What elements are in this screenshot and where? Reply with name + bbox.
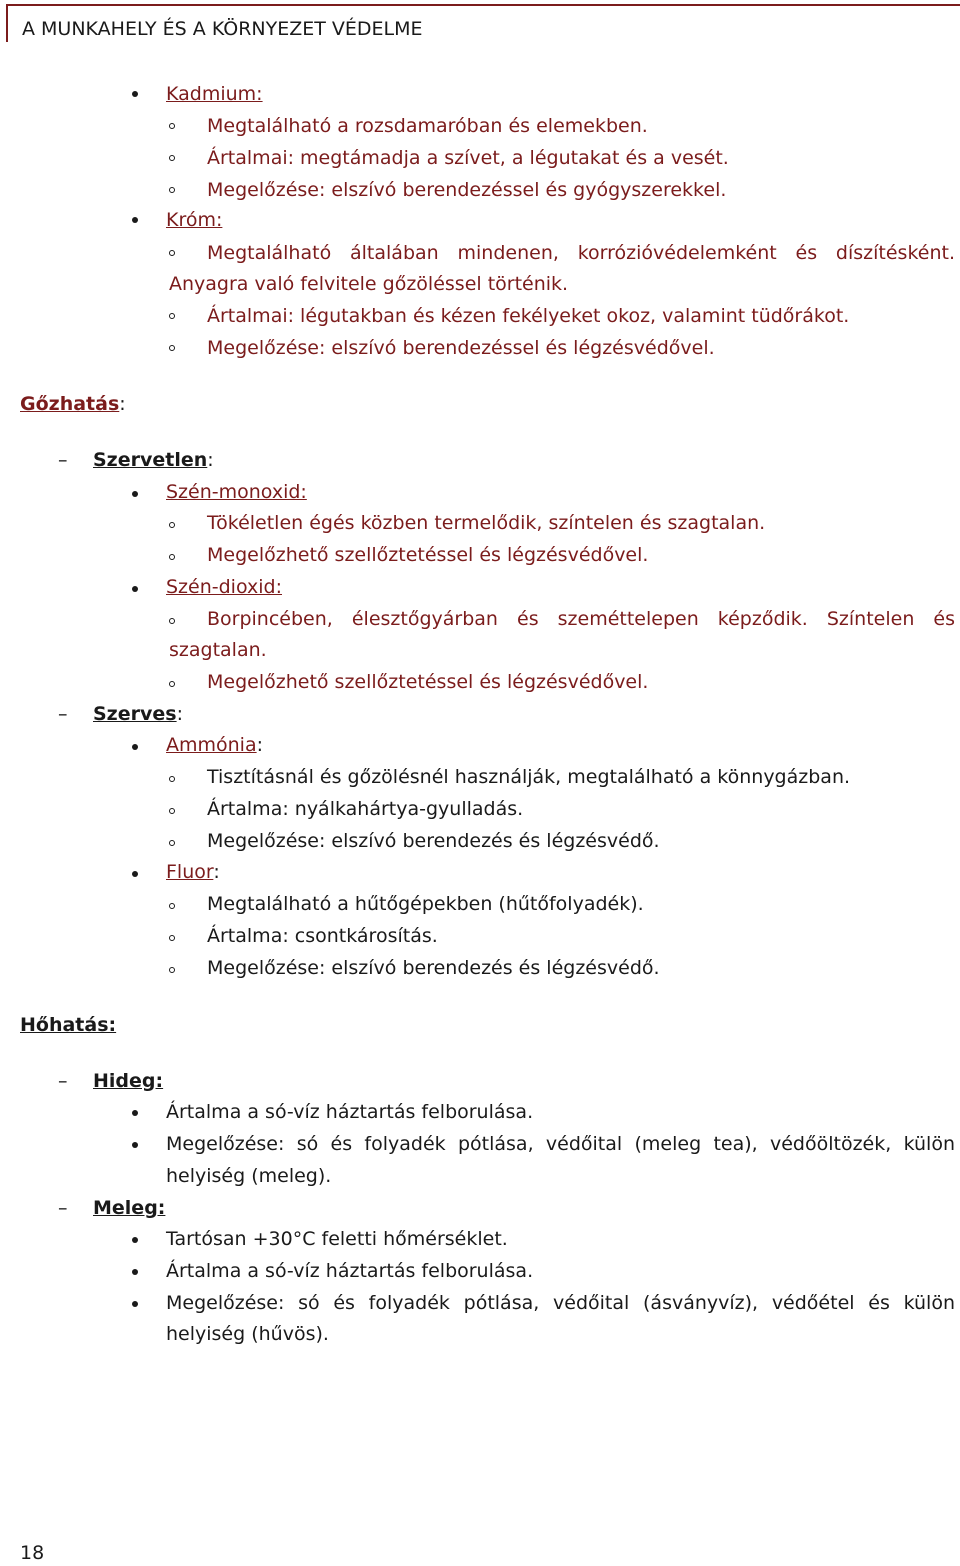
bullet-icon (132, 744, 138, 750)
page-number: 18 (20, 1542, 45, 1564)
list-item: Megelőzhető szellőztetéssel és légzésvédővel. (207, 671, 649, 693)
list-item: Megelőzése: elszívó berendezéssel és légzésvédővel. (207, 337, 715, 359)
circle-bullet-icon (169, 776, 175, 782)
bullet-icon (132, 491, 138, 497)
circle-bullet-icon (169, 345, 175, 351)
page-header (6, 4, 960, 42)
bullet-icon (132, 871, 138, 877)
section-heading-hohatas: Hőhatás: (20, 1014, 117, 1036)
circle-bullet-icon (169, 522, 175, 528)
bullet-icon (132, 1237, 138, 1243)
circle-bullet-icon (169, 840, 175, 846)
circle-bullet-icon (169, 313, 175, 319)
list-item: Megelőzése: elszívó berendezés és légzésvédő. (207, 830, 660, 852)
bullet-icon (132, 586, 138, 592)
header-title: A MUNKAHELY ÉS A KÖRNYEZET VÉDELME (22, 18, 423, 40)
circle-bullet-icon (169, 618, 175, 624)
circle-bullet-icon (169, 808, 175, 814)
list-item: Ártalma a só-víz háztartás felborulása. (166, 1101, 534, 1123)
circle-bullet-icon (169, 681, 175, 687)
bullet-icon (132, 1110, 138, 1116)
list-item: Tökéletlen égés közben termelődik, színtelen és szagtalan. (207, 512, 766, 534)
circle-bullet-icon (169, 903, 175, 909)
szen-monoxid-label: Szén-monoxid: (166, 481, 307, 503)
dash-icon: – (58, 1197, 68, 1219)
hideg-label: Hideg: (93, 1070, 164, 1092)
dash-icon: – (58, 1070, 68, 1092)
dash-icon: – (58, 449, 68, 471)
dash-icon: – (58, 703, 68, 725)
circle-bullet-icon (169, 123, 175, 129)
circle-bullet-icon (169, 250, 175, 256)
list-item: Megelőzése: elszívó berendezéssel és gyógyszerekkel. (207, 179, 727, 201)
bullet-icon (132, 217, 138, 223)
list-item: Megtalálható a hűtőgépekben (hűtőfolyadék). (207, 893, 644, 915)
circle-bullet-icon (169, 155, 175, 161)
list-item-continuation: Anyagra való felvitele gőzöléssel történik. (169, 273, 569, 295)
list-item: Ártalmai: megtámadja a szívet, a légutakat és a vesét. (207, 147, 729, 169)
list-item: Megelőzhető szellőztetéssel és légzésvédővel. (207, 544, 649, 566)
ammonia-label: Ammónia: (166, 734, 264, 756)
list-item: Megelőzése: só és folyadék pótlása, védőital (meleg tea), védőöltözék, külön (166, 1133, 955, 1155)
szen-dioxid-label: Szén-dioxid: (166, 576, 282, 598)
bullet-icon (132, 91, 138, 97)
krom-label: Króm: (166, 209, 223, 231)
bullet-icon (132, 1142, 138, 1148)
list-item-continuation: szagtalan. (169, 639, 267, 661)
circle-bullet-icon (169, 187, 175, 193)
section-heading-gozhatas: Gőzhatás: (20, 393, 126, 415)
kadmium-label: Kadmium: (166, 83, 263, 105)
szerves-label: Szerves: (93, 703, 183, 725)
list-item: Megelőzése: só és folyadék pótlása, védőital (ásványvíz), védőétel és külön (166, 1292, 955, 1314)
bullet-icon (132, 1301, 138, 1307)
list-item: Ártalmai: légutakban és kézen fekélyeket okoz, valamint tüdőrákot. (207, 305, 850, 327)
circle-bullet-icon (169, 554, 175, 560)
list-item: Ártalma: csontkárosítás. (207, 925, 438, 947)
list-item: Megtalálható általában mindenen, korrózióvédelemként és díszítésként. (207, 242, 955, 264)
list-item: Megtalálható a rozsdamaróban és elemekben. (207, 115, 648, 137)
fluor-label: Fluor: (166, 861, 220, 883)
circle-bullet-icon (169, 935, 175, 941)
szervetlen-label: Szervetlen: (93, 449, 214, 471)
list-item: Megelőzése: elszívó berendezés és légzésvédő. (207, 957, 660, 979)
list-item-continuation: helyiség (hűvös). (166, 1323, 329, 1345)
list-item: Borpincében, élesztőgyárban és szeméttelepen képződik. Színtelen és (207, 608, 955, 630)
list-item: Ártalma: nyálkahártya-gyulladás. (207, 798, 524, 820)
meleg-label: Meleg: (93, 1197, 166, 1219)
list-item: Tartósan +30°C feletti hőmérséklet. (166, 1228, 508, 1250)
circle-bullet-icon (169, 967, 175, 973)
list-item-continuation: helyiség (meleg). (166, 1165, 332, 1187)
list-item: Tisztításnál és gőzölésnél használják, megtalálható a könnygázban. (207, 766, 851, 788)
list-item: Ártalma a só-víz háztartás felborulása. (166, 1260, 534, 1282)
bullet-icon (132, 1269, 138, 1275)
